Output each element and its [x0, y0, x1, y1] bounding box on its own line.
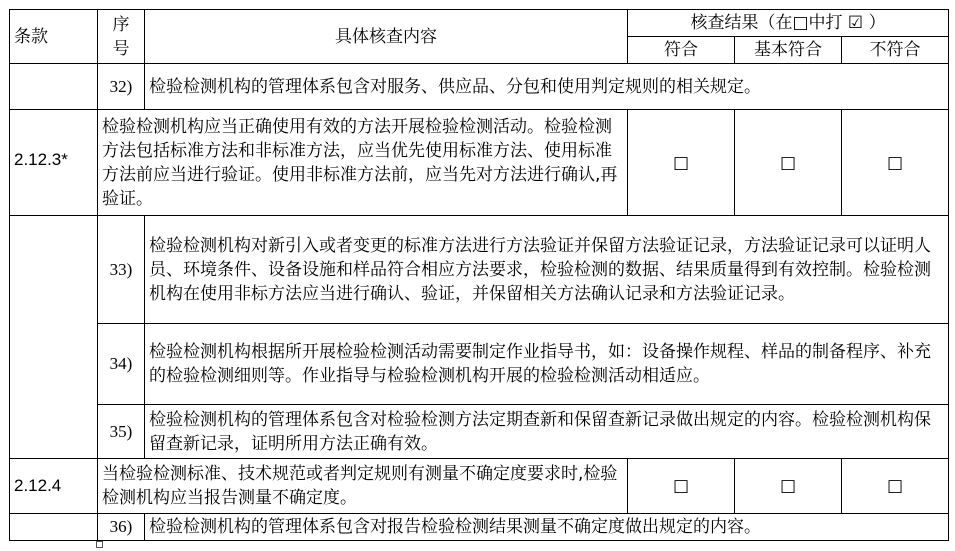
- basic-conform-checkbox[interactable]: □: [735, 459, 842, 514]
- clause-cell: [10, 110, 98, 216]
- header-result: 核查结果（在□中打 ☑ ）: [628, 10, 949, 37]
- clause-cell-empty: [10, 64, 98, 110]
- item-text: 检验检测机构根据所开展检验检测活动需要制定作业指导书，如：设备操作规程、样品的制备程序、补充的检验检测细则等。作业指导与检验检测机构开展的检验检测活动相适应。: [145, 324, 949, 405]
- clause-cell-empty: [10, 514, 98, 541]
- table-row: [10, 324, 949, 405]
- header-basic-conform: 基本符合: [735, 37, 842, 64]
- audit-checklist-table: [9, 9, 949, 541]
- header-seq: [98, 10, 145, 64]
- clause-cell: 2.12.4: [10, 459, 98, 514]
- header-conform: 符合: [628, 37, 735, 64]
- item-number: 34): [98, 324, 145, 405]
- table-row: [10, 405, 949, 459]
- clause-number: 2.12.3*: [14, 150, 68, 169]
- header-not-conform: 不符合: [842, 37, 949, 64]
- clause-text: 当检验检测标准、技术规范或者判定规则有测量不确定度要求时,检验检测机构应当报告测量不确定度。: [98, 459, 628, 514]
- header-content: 具体核查内容: [145, 10, 628, 64]
- header-clause: 条款: [10, 10, 98, 64]
- header-seq-line1: 序: [112, 14, 130, 35]
- item-number: 32): [98, 64, 145, 110]
- not-conform-checkbox[interactable]: □: [842, 110, 949, 216]
- conform-checkbox[interactable]: □: [628, 110, 735, 216]
- item-number: 35): [98, 405, 145, 459]
- item-number: 36): [98, 514, 145, 541]
- item-text: 检验检测机构的管理体系包含对服务、供应品、分包和使用判定规则的相关规定。: [145, 64, 949, 110]
- conform-checkbox[interactable]: □: [628, 459, 735, 514]
- table-row: [10, 216, 949, 324]
- table-row: [10, 514, 949, 541]
- table-row: [10, 459, 949, 514]
- clause-text: 检验检测机构应当正确使用有效的方法开展检验检测活动。检验检测方法包括标准方法和非标准方法，应当优先使用标准方法、使用标准方法前应当进行验证。使用非标准方法前，应当先对方法进行确认,再验证。: [98, 110, 628, 216]
- table-row: [10, 64, 949, 110]
- item-number: 33): [98, 216, 145, 324]
- basic-conform-checkbox[interactable]: □: [735, 110, 842, 216]
- item-text: 检验检测机构对新引入或者变更的标准方法进行方法验证并保留方法验证记录，方法验证记录可以证明人员、环境条件、设备设施和样品符合相应方法要求，检验检测的数据、结果质量得到有效控制。检验检测机构在使用非标方法应当进行确认、验证，并保留相关方法确认记录和方法验证记录。: [145, 216, 949, 324]
- not-conform-checkbox[interactable]: □: [842, 459, 949, 514]
- paragraph-mark: [96, 541, 103, 548]
- table-row: [10, 110, 949, 216]
- header-seq-line2: 号: [112, 38, 130, 59]
- item-text: 检验检测机构的管理体系包含对报告检验检测结果测量不确定度做出规定的内容。: [145, 514, 949, 541]
- item-text: 检验检测机构的管理体系包含对检验检测方法定期查新和保留查新记录做出规定的内容。检验检测机构保留查新记录，证明所用方法正确有效。: [145, 405, 949, 459]
- clause-cell-empty: [10, 216, 98, 459]
